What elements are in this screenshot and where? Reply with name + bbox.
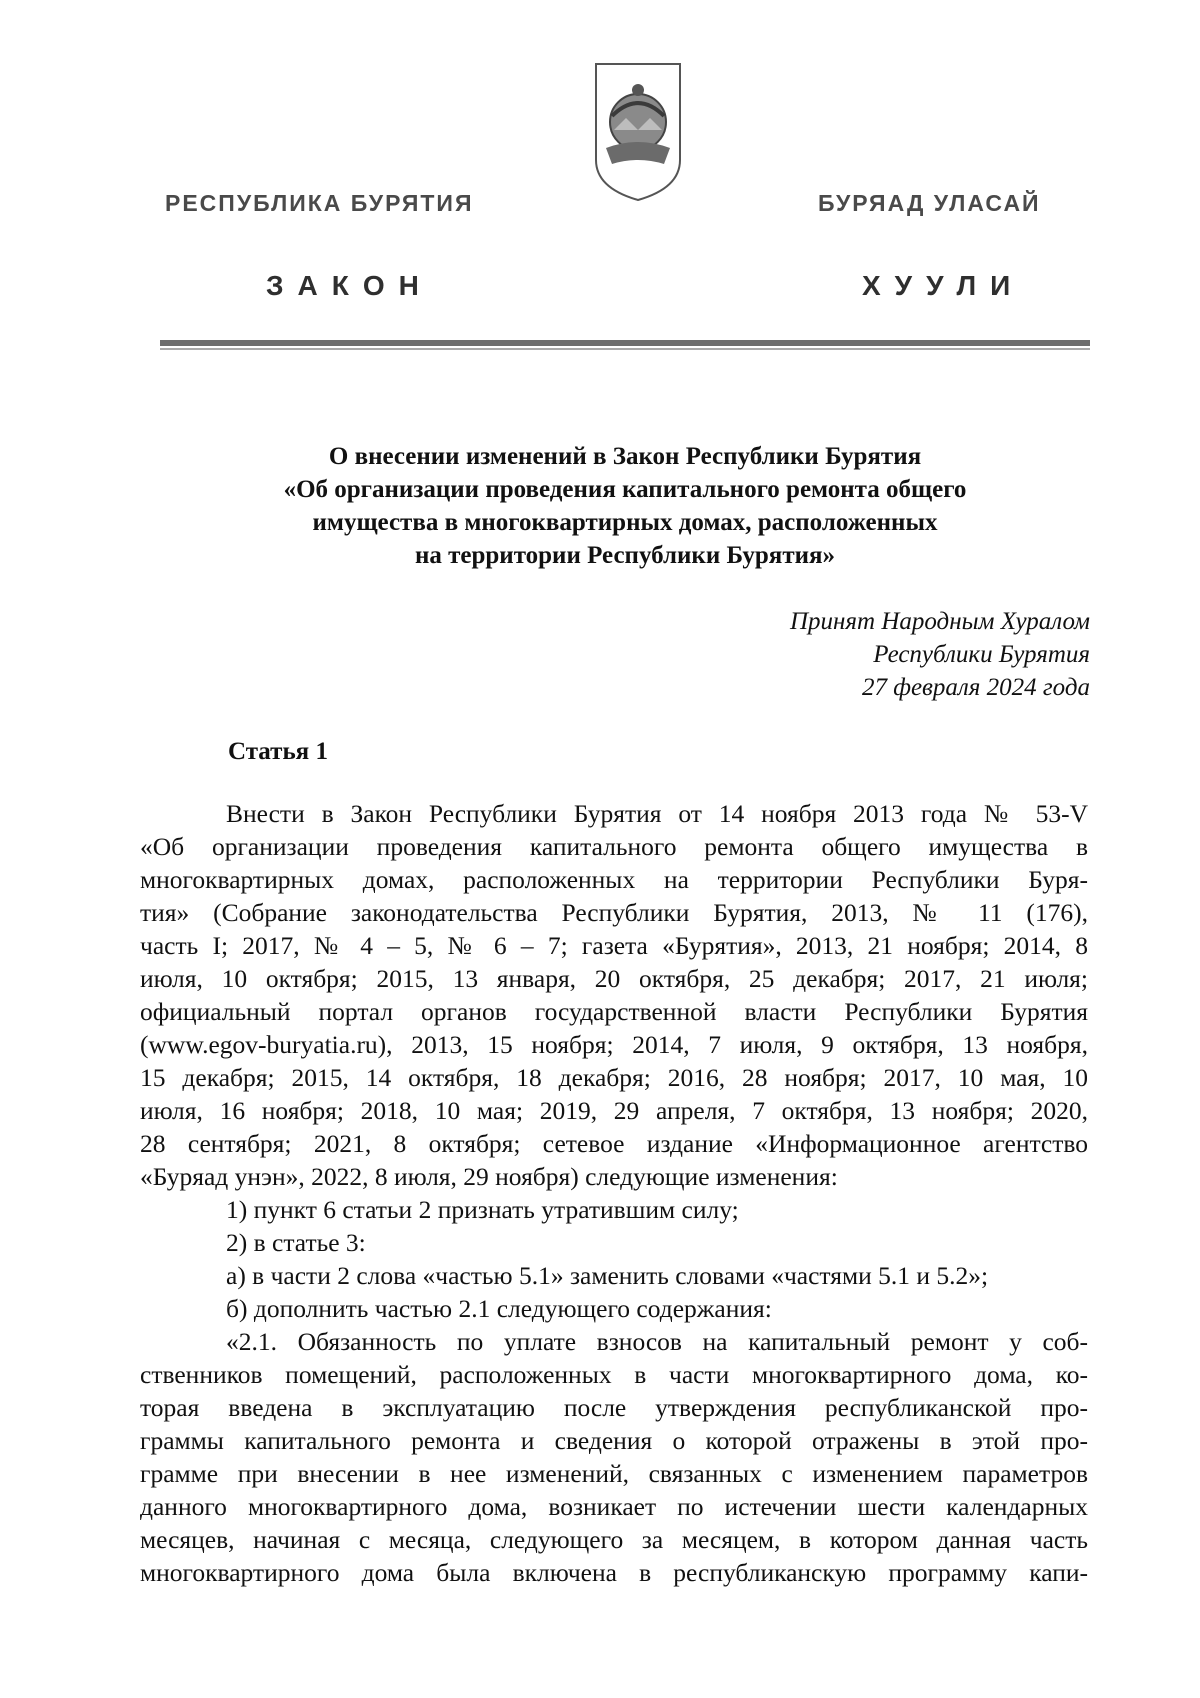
header-divider [160, 340, 1090, 346]
body-line: июля, 10 октября; 2015, 13 января, 20 октября, 25 декабря; 2017, 21 июля; [140, 964, 1088, 993]
body-line: месяцев, начиная с месяца, следующего за месяцем, в котором данная часть [140, 1525, 1088, 1554]
adoption-line: Принят Народным Хуралом [789, 608, 1090, 635]
article-body [140, 797, 1088, 1589]
body-line: многоквартирного дома была включена в республиканскую программу капи- [140, 1558, 1088, 1587]
body-line: «Об организации проведения капитального ремонта общего имущества в [140, 832, 1088, 861]
body-line: 15 декабря; 2015, 14 октября, 18 декабря; 2016, 28 ноября; 2017, 10 мая, 10 [140, 1063, 1088, 1092]
body-line: а) в части 2 слова «частью 5.1» заменить словами «частями 5.1 и 5.2»; [226, 1261, 989, 1290]
coat-of-arms-icon [592, 60, 684, 202]
republic-name-russian: РЕСПУБЛИКА БУРЯТИЯ [165, 190, 474, 216]
body-line: ственников помещений, расположенных в части многоквартирного дома, ко- [140, 1360, 1088, 1389]
title-line: «Об организации проведения капитального ремонта общего [283, 476, 967, 503]
body-line: часть I; 2017, № 4 – 5, № 6 – 7; газета «Бурятия», 2013, 21 ноября; 2014, 8 [140, 931, 1088, 960]
adoption-note [790, 605, 1090, 704]
body-line: б) дополнить частью 2.1 следующего содержания: [226, 1294, 772, 1323]
body-line: официальный портал органов государственной власти Республики Бурятия [140, 997, 1088, 1026]
title-line: на территории Республики Бурятия» [414, 542, 836, 569]
body-line: (www.egov-buryatia.ru), 2013, 15 ноября; 2014, 7 июля, 9 октября, 13 ноября, [140, 1030, 1088, 1059]
body-line: данного многоквартирного дома, возникает по истечении шести календарных [140, 1492, 1088, 1521]
body-line: торая введена в эксплуатацию после утверждения республиканской про- [140, 1393, 1088, 1422]
body-line: «2.1. Обязанность по уплате взносов на капитальный ремонт у соб- [226, 1327, 1088, 1356]
adoption-line: 27 февраля 2024 года [861, 674, 1090, 701]
body-line: 1) пункт 6 статьи 2 признать утратившим силу; [226, 1195, 739, 1224]
article-heading: Статья 1 [228, 738, 328, 765]
body-line: 2) в статье 3: [226, 1228, 366, 1257]
republic-name-buryat: БУРЯАД УЛАСАЙ [818, 190, 1041, 216]
body-line: «Буряад унэн», 2022, 8 июля, 29 ноября) следующие изменения: [140, 1162, 838, 1191]
body-line: Внести в Закон Республики Бурятия от 14 ноября 2013 года № 53-V [226, 799, 1088, 828]
body-line: многоквартирных домах, расположенных на территории Республики Буря- [140, 865, 1088, 894]
law-title [160, 440, 1090, 572]
header-divider-thin [160, 348, 1090, 350]
body-line: июля, 16 ноября; 2018, 10 мая; 2019, 29 апреля, 7 октября, 13 ноября; 2020, [140, 1096, 1088, 1125]
body-line: тия» (Собрание законодательства Республики Бурятия, 2013, № 11 (176), [140, 898, 1088, 927]
title-line: О внесении изменений в Закон Республики Бурятия [328, 443, 922, 470]
adoption-line: Республики Бурятия [873, 641, 1090, 668]
body-line: граммы капитального ремонта и сведения о которой отражены в этой про- [140, 1426, 1088, 1455]
title-line: имущества в многоквартирных домах, расположенных [312, 509, 938, 536]
body-line: 28 сентября; 2021, 8 октября; сетевое издание «Информационное агентство [140, 1129, 1088, 1158]
law-label-russian: ЗАКОН [266, 270, 433, 301]
law-label-buryat: ХУУЛИ [862, 270, 1025, 301]
body-line: грамме при внесении в нее изменений, связанных с изменением параметров [140, 1459, 1088, 1488]
